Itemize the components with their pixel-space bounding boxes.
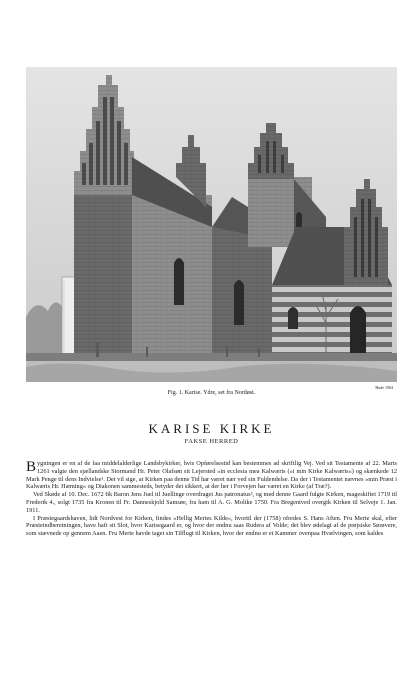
drop-cap: B xyxy=(26,459,37,475)
paragraph-1 xyxy=(26,460,397,491)
body-text xyxy=(26,460,397,538)
church-illustration xyxy=(26,67,397,382)
photo-credit: Hude 1904 xyxy=(375,385,393,390)
figure-caption: Fig. 1. Karise. Ydre, set fra Nordøst. xyxy=(167,390,256,396)
paragraph-2: Ved Skøde af 10. Dec. 1672 fik Baron Jens Juel til Juellinge overdraget Jus patronatus², og med denne Gaard fulgte Kirken, mageskiftet 1719 til Frederik 4., solgt 1735 fra Kronen til Fr. Danneskjold Samsøe, fra ham til A. G. Moltke 1750. Fra Bregentved overgik Kirken til Selveje 1. Jan. 1911. xyxy=(26,491,397,514)
church-photograph xyxy=(26,67,397,382)
page-subtitle: FAKSE HERRED xyxy=(184,438,239,445)
figure-caption-area xyxy=(26,385,397,399)
paragraph-3: I Præstegaardshaven, lidt Nordvest for Kirken, findes »Hellig Mertes Kilde«, hvortil der (1758) ofredes S. Hans Aften. Fru Merte skal, efter Præsteindberetningen, have haft sit Slot, hvor Karisegaard er, og hvor der endnu saas Rudera af Volde; det blev ødelagt af de prøjsiske Sørøvere, som stævnede op gennem Aaen. Fru Merte havde taget sin Tilflugt til Kirken, hvor der endnu er et Kammer ovenpaa Hvælvingen, som kaldes xyxy=(26,514,397,538)
paragraph-1-text: ygningen er en af de faa middelalderlige Landsbykirker, hvis Opførelsestid kan bestemmes ad skriftlig Vej. Ved sit Testamente af 22. Marts 1261 valgte den sjællandske Stormand Hr. Peter Olafsøn sit Lejersted »in ecclesia mea Kalwæris (»i min Kirke Kalwæris«) og skænkede 12 Mark Penge til dens Indvielse¹. Det vil sige, at Kirken paa denne Tid har været nær ved sin Fuldendelse. Da der i Testamentet nævnes »min Præst i Kalwæris Hr. Hæming« og Diakonen sammesteds, betyder det sikkert, at der her i Forvejen har været en Kirke (af Træ?). xyxy=(26,460,397,491)
page-title: KARISE KIRKE xyxy=(148,421,275,436)
